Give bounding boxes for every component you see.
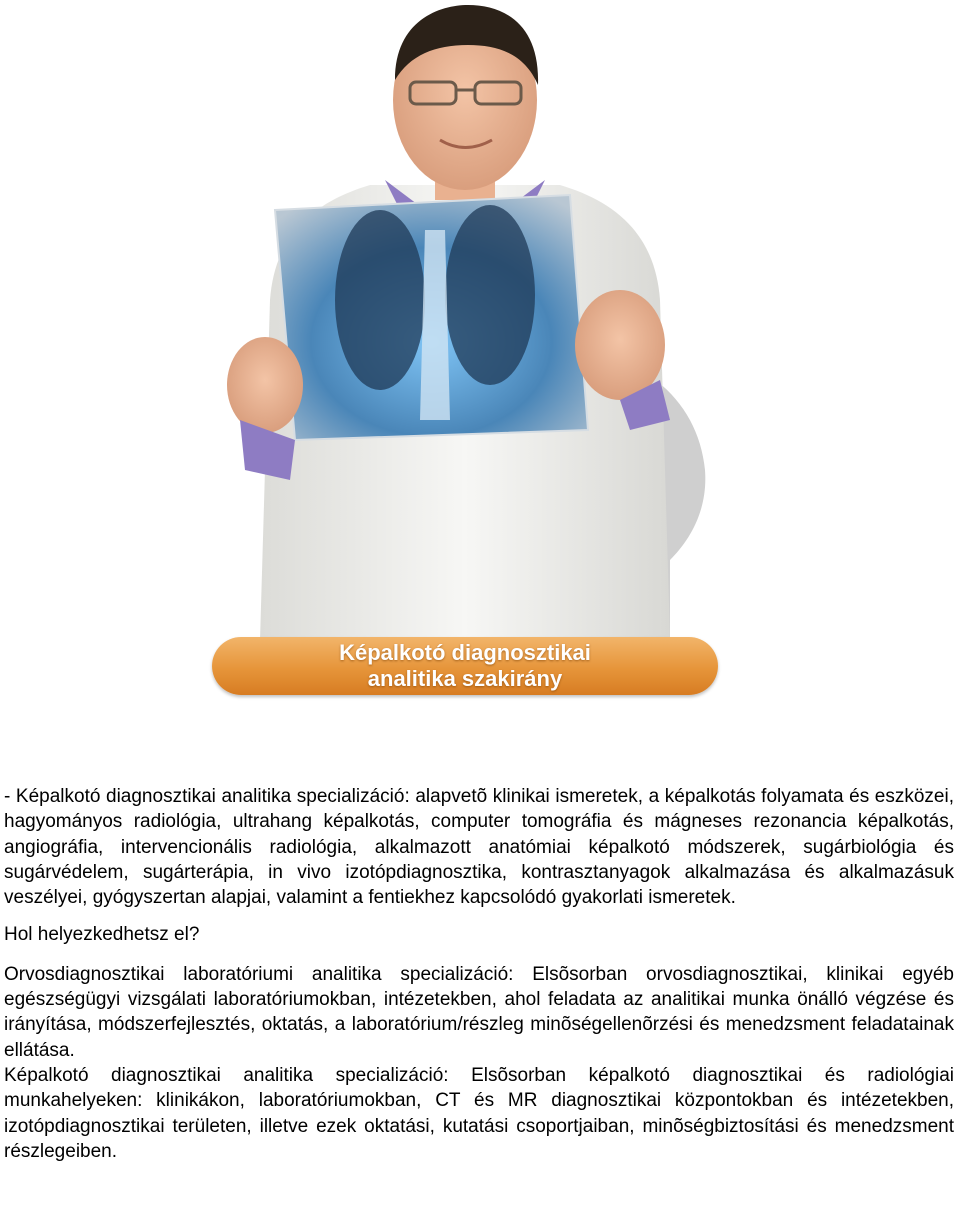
question-heading: Hol helyezkedhetsz el? <box>4 924 200 946</box>
banner-line-2: analitika szakirány <box>367 666 563 691</box>
section-banner <box>212 637 718 695</box>
paragraph-lab-analytics: Orvosdiagnosztikai laboratóriumi analitika specializáció: Elsõsorban orvosdiagnosztikai, klinikai egyéb egészségügyi vizsgálati laboratóriumokban, intézetekben, ahol feladata az analitikai munka önálló végzése és irányítása, módszerfejlesztés, oktatás, a laboratórium/részleg minõségellenõrzési és menedzsment feladatainak ellátása. <box>4 963 954 1061</box>
paragraph-specialization-summary: - Képalkotó diagnosztikai analitika specializáció: alapvetõ klinikai ismeretek, a képalkotás folyamata és eszközei, hagyományos radiológia, ultrahang képalkotás, computer tomográfia és mágneses rezonancia képalkotás, angiográfia, intervencionális radiológia, alkalmazott anatómiai képalkotó módszerek, sugárbiológia és sugárvédelem, sugárterápia, in vivo izotópdiagnosztika, kontrasztanyagok alkalmazása és alkalmazásuk veszélyei, gyógyszertan alapjai, valamint a fentiekhez kapcsolódó gyakorlati ismeretek. <box>4 786 954 909</box>
hero-image <box>200 0 730 700</box>
body-text <box>4 784 954 1164</box>
banner-line-1: Képalkotó diagnosztikai <box>339 640 591 665</box>
paragraph-imaging-analytics: Képalkotó diagnosztikai analitika specializáció: Elsõsorban képalkotó diagnosztikai és radiológiai munkahelyeken: klinikákon, laboratóriumokban, CT és MR diagnosztikai központokban és intézetekben, izotópdiagnosztikai területen, illetve ezek oktatási, kutatási csoportjaiban, minõségbiztosítási és menedzsment részlegeiben. <box>4 1064 954 1162</box>
